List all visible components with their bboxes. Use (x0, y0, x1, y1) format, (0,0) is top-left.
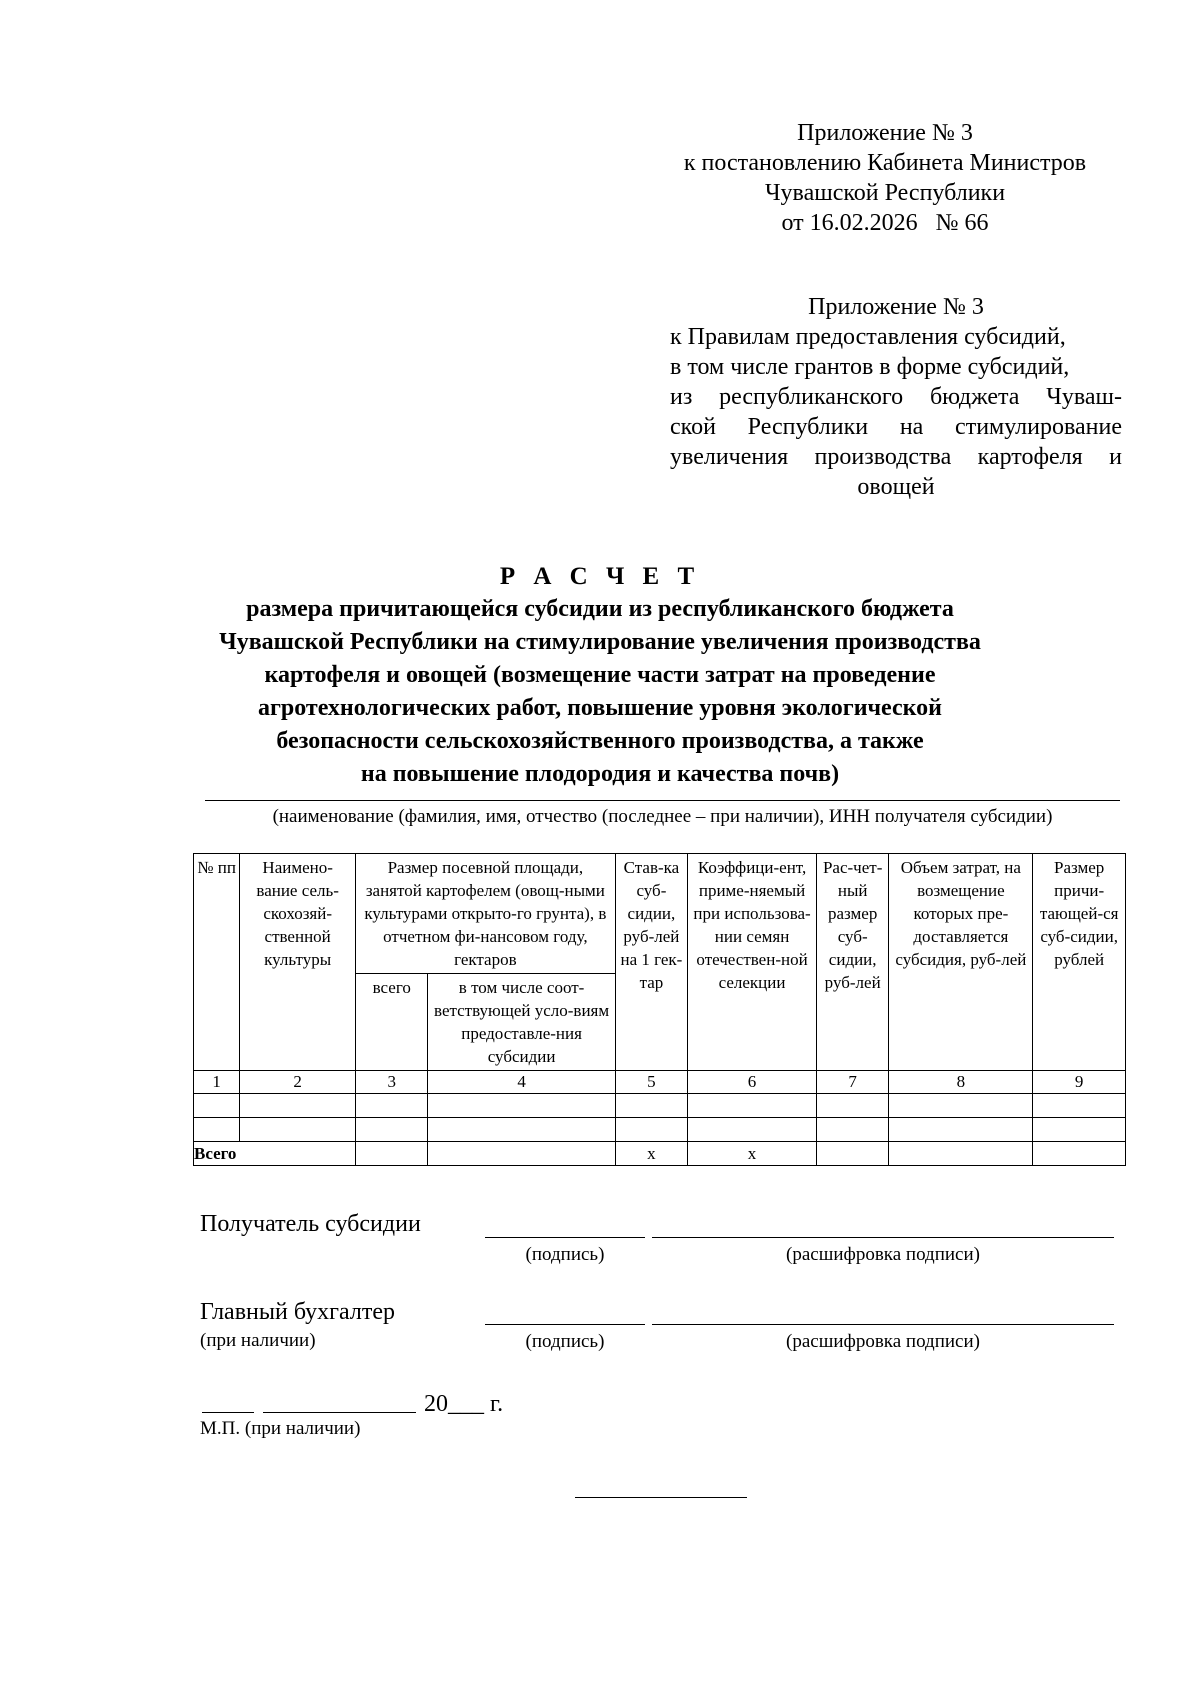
date-month-line (263, 1412, 416, 1413)
table-cell (240, 1094, 356, 1118)
date-day-line (202, 1412, 254, 1413)
appendix-2-line3: в том числе грантов в форме субсидий, (670, 354, 1070, 380)
appendix-1-line3: Чувашской Республики (764, 180, 1006, 206)
recipient-label: Получатель субсидии (200, 1211, 421, 1237)
header-col6: Коэффици-ент, приме-няемый при использова-нии семян отечествен-ной селекции (688, 854, 817, 1071)
total-label: Всего (194, 1142, 356, 1166)
appendix-2-line2: к Правилам предоставления субсидий, (670, 324, 1066, 350)
recipient-signature-caption: (подпись) (525, 1244, 605, 1265)
table-cell (816, 1142, 888, 1166)
header-col5: Став-ка суб-сидии, руб-лей на 1 гек-тар (615, 854, 687, 1071)
accountant-signature-caption: (подпись) (525, 1331, 605, 1352)
table-cell (1033, 1094, 1126, 1118)
title-line3: картофеля и овощей (возмещение части затрат на проведение (264, 662, 936, 688)
appendix-1-header (650, 118, 1120, 238)
total-col5: x (615, 1142, 687, 1166)
closing-rule (575, 1497, 747, 1498)
accountant-decoding-line (652, 1324, 1114, 1325)
header-col7: Рас-чет-ный размер суб-сидии, руб-лей (816, 854, 888, 1071)
header-col3-4-group: Размер посевной площади, занятой картофелем (овощ-ными культурами открыто-го грунта), в отчетном фи-нансовом году, гектаров (356, 854, 616, 974)
column-number: 2 (240, 1071, 356, 1094)
title-line5: безопасности сельскохозяйственного производства, а также (276, 728, 924, 754)
stamp-note: М.П. (при наличии) (200, 1418, 361, 1439)
column-number: 3 (356, 1071, 428, 1094)
table-cell (816, 1094, 888, 1118)
appendix-2-line7: овощей (857, 474, 935, 500)
calculation-table (193, 853, 1126, 1166)
document-title (150, 560, 1050, 791)
recipient-signature-line (485, 1237, 645, 1238)
table-cell (356, 1094, 428, 1118)
recipient-decoding-line (652, 1237, 1114, 1238)
title-line4: агротехнологических работ, повышение уровня экологической (258, 695, 942, 721)
table-cell (1033, 1142, 1126, 1166)
total-col6: x (688, 1142, 817, 1166)
appendix-2-line6: увеличения производства картофеля и (670, 444, 1122, 470)
column-number: 1 (194, 1071, 240, 1094)
header-col4: в том числе соот-ветствующей усло-виям предоставле-ния субсидии (428, 974, 615, 1071)
table-cell (816, 1118, 888, 1142)
accountant-signature-line (485, 1324, 645, 1325)
table-cell (428, 1094, 615, 1118)
column-number: 4 (428, 1071, 615, 1094)
table-cell (428, 1118, 615, 1142)
table-cell (356, 1142, 428, 1166)
accountant-note: (при наличии) (200, 1330, 316, 1351)
appendix-1-line2: к постановлению Кабинета Министров (683, 150, 1087, 176)
table-row (194, 1118, 1126, 1142)
appendix-1-line1: Приложение № 3 (797, 120, 973, 146)
table-cell (889, 1142, 1033, 1166)
appendix-2-line4: из республиканского бюджета Чуваш- (670, 384, 1122, 410)
table-cell (194, 1094, 240, 1118)
table-cell (889, 1118, 1033, 1142)
recipient-caption: (наименование (фамилия, имя, отчество (последнее – при наличии), ИНН получателя субсидии) (272, 806, 1053, 827)
recipient-name-line (205, 800, 1120, 801)
column-number: 7 (816, 1071, 888, 1094)
appendix-2-line1: Приложение № 3 (808, 294, 984, 320)
column-number: 5 (615, 1071, 687, 1094)
title-line2: Чувашской Республики на стимулирование увеличения производства (219, 629, 981, 655)
table-cell (240, 1118, 356, 1142)
column-number-row (194, 1071, 1126, 1094)
column-number: 8 (889, 1071, 1033, 1094)
table-cell (615, 1118, 687, 1142)
title-line1: размера причитающейся субсидии из республиканского бюджета (246, 596, 954, 622)
title-word: Р А С Ч Е Т (499, 563, 701, 590)
table-cell (356, 1118, 428, 1142)
appendix-1-line4: от 16.02.2026 № 66 (781, 210, 989, 236)
header-col2: Наимено-вание сель-скохозяй-ственной культуры (240, 854, 356, 1071)
table-cell (615, 1094, 687, 1118)
header-col1: № пп (194, 854, 240, 1071)
header-col8: Объем затрат, на возмещение которых пре-доставляется субсидия, руб-лей (889, 854, 1033, 1071)
header-col9: Размер причи-тающей-ся суб-сидии, рублей (1033, 854, 1126, 1071)
title-line6: на повышение плодородия и качества почв) (360, 761, 840, 787)
total-row (194, 1142, 1126, 1166)
table-cell (688, 1118, 817, 1142)
table-cell (1033, 1118, 1126, 1142)
table-row (194, 1094, 1126, 1118)
table-header-row-1 (194, 854, 1126, 974)
appendix-2-line5: ской Республики на стимулирование (670, 414, 1122, 440)
header-col3: всего (356, 974, 428, 1071)
date-year-text: 20___ г. (424, 1391, 504, 1417)
column-number: 9 (1033, 1071, 1126, 1094)
column-number: 6 (688, 1071, 817, 1094)
appendix-2-header (670, 292, 1122, 502)
table-cell (889, 1094, 1033, 1118)
table-cell (428, 1142, 615, 1166)
table-cell (194, 1118, 240, 1142)
recipient-decoding-caption: (расшифровка подписи) (786, 1244, 980, 1265)
table-cell (688, 1094, 817, 1118)
accountant-decoding-caption: (расшифровка подписи) (786, 1331, 980, 1352)
accountant-label: Главный бухгалтер (200, 1299, 395, 1325)
